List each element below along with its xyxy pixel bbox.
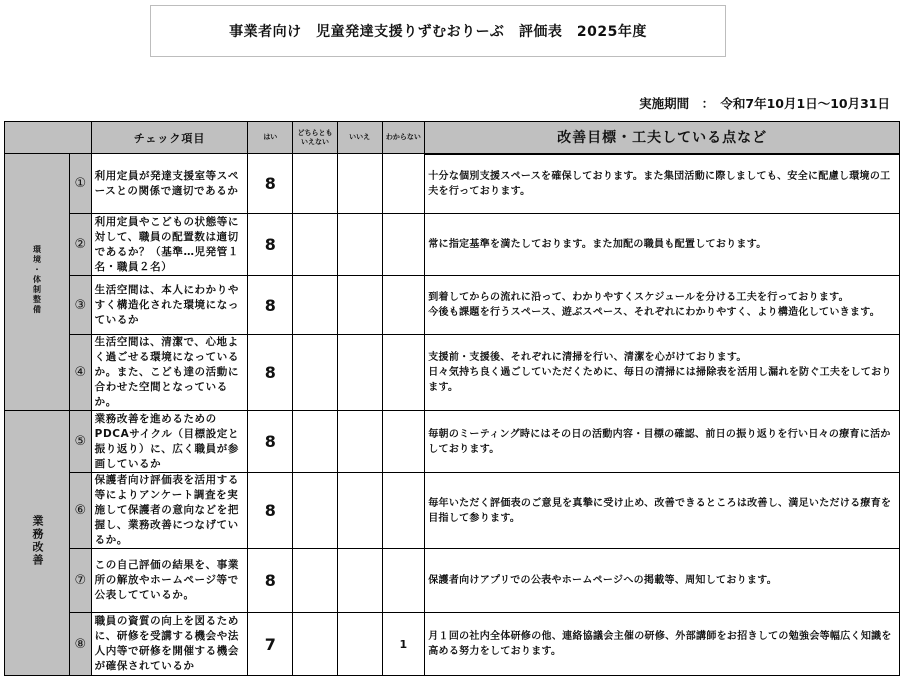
no-count: [337, 214, 382, 276]
row-number: ④: [70, 335, 92, 411]
improvement-text: 保護者向けアプリでの公表やホームページへの掲載等、周知しております。: [425, 549, 900, 613]
unknown-count: [382, 154, 425, 214]
improvement-text: 毎朝のミーティング時にはその日の活動内容・目標の確認、前日の振り返りを行い日々の療育に活かしております。: [425, 411, 900, 473]
group-cell: [5, 411, 70, 676]
table-row: [5, 411, 900, 473]
no-count: [337, 276, 382, 335]
yes-count: 8: [248, 335, 293, 411]
page-title: 事業者向け 児童発達支援りずむおりーぶ 評価表 2025年度: [229, 24, 647, 40]
yes-count: 8: [248, 411, 293, 473]
table-row: [5, 276, 900, 335]
check-item-text: 業務改善を進めるためのPDCAサイクル（目標設定と振り返り）に、広く職員が参画しているか: [91, 411, 248, 473]
check-item-text: 利用定員やこどもの状態等に対して、職員の配置数は適切であるか？（基準…児発管１名・職員２名）: [91, 214, 248, 276]
table-row: [5, 473, 900, 549]
check-item-text: 生活空間は、清潔で、心地よく過ごせる環境になっているか。また、こども達の活動に合わせた空間となっているか。: [91, 335, 248, 411]
check-item-text: 利用定員が発達支援室等スペースとの関係で適切であるか: [91, 154, 248, 214]
unknown-count: [382, 411, 425, 473]
header-yes: はい: [248, 122, 293, 154]
header-check-item: チェック項目: [91, 122, 248, 154]
row-number: ⑥: [70, 473, 92, 549]
yes-count: 8: [248, 154, 293, 214]
no-count: [337, 549, 382, 613]
improvement-text: 常に指定基準を満たしております。また加配の職員も配置しております。: [425, 214, 900, 276]
no-count: [337, 613, 382, 676]
table-row: [5, 214, 900, 276]
unknown-count: [382, 335, 425, 411]
check-item-text: 職員の資質の向上を図るために、研修を受講する機会や法人内等で研修を開催する機会が確保されているか: [91, 613, 248, 676]
check-item-text: この自己評価の結果を、事業所の解放やホームページ等で公表してているか。: [91, 549, 248, 613]
yes-count: 8: [248, 549, 293, 613]
neither-count: [293, 411, 338, 473]
row-number: ⑤: [70, 411, 92, 473]
yes-count: 7: [248, 613, 293, 676]
neither-count: [293, 473, 338, 549]
row-number: ③: [70, 276, 92, 335]
table-row: [5, 613, 900, 676]
unknown-count: [382, 276, 425, 335]
header-blank: [5, 122, 92, 154]
row-number: ①: [70, 154, 92, 214]
group-cell: [5, 154, 70, 411]
no-count: [337, 154, 382, 214]
no-count: [337, 473, 382, 549]
row-number: ⑦: [70, 549, 92, 613]
improvement-text: 月１回の社内全体研修の他、連絡協議会主催の研修、外部講師をお招きしての勉強会等幅広く知識を高める努力をしております。: [425, 613, 900, 676]
neither-count: [293, 549, 338, 613]
row-number: ②: [70, 214, 92, 276]
improvement-text: 到着してからの流れに沿って、わかりやすくスケジュールを分ける工夫を行っております。 今後も課題を行うスペース、遊ぶスペース、それぞれにわかりやすく、より構造化していきます。: [425, 276, 900, 335]
header-unknown: わからない: [382, 122, 425, 154]
table-row: [5, 549, 900, 613]
unknown-count: [382, 549, 425, 613]
yes-count: 8: [248, 276, 293, 335]
neither-count: [293, 154, 338, 214]
yes-count: 8: [248, 214, 293, 276]
neither-count: [293, 335, 338, 411]
unknown-count: 1: [382, 613, 425, 676]
table-row: [5, 154, 900, 214]
header-neither-label: どちらとも いえない: [297, 128, 333, 146]
evaluation-table: [4, 121, 900, 676]
period-label: 実施期間 ： 令和7年10月1日～10月31日: [639, 96, 890, 111]
header-neither: [293, 122, 338, 154]
row-number: ⑧: [70, 613, 92, 676]
header-no: いいえ: [337, 122, 382, 154]
table-row: [5, 335, 900, 411]
improvement-text: 毎年いただく評価表のご意見を真摯に受け止め、改善できるところは改善し、満足いただける療育を目指して参ります。: [425, 473, 900, 549]
neither-count: [293, 613, 338, 676]
unknown-count: [382, 473, 425, 549]
unknown-count: [382, 214, 425, 276]
neither-count: [293, 276, 338, 335]
check-item-text: 保護者向け評価表を活用する等によりアンケート調査を実施して保護者の意向などを把握し、業務改善につなげているか。: [91, 473, 248, 549]
yes-count: 8: [248, 473, 293, 549]
header-improvement: 改善目標・工夫している点など: [425, 122, 900, 154]
header-row: [5, 122, 900, 154]
no-count: [337, 335, 382, 411]
improvement-text: 支援前・支援後、それぞれに清掃を行い、清潔を心がけております。 日々気持ち良く過ごしていただくために、毎日の清掃には掃除表を活用し漏れを防ぐ工夫をしております。: [425, 335, 900, 411]
no-count: [337, 411, 382, 473]
neither-count: [293, 214, 338, 276]
group-label: 業務改善: [31, 515, 44, 567]
title-box: [150, 5, 726, 57]
improvement-text: 十分な個別支援スペースを確保しております。また集団活動に際しましても、安全に配慮し環境の工夫を行っております。: [425, 154, 900, 214]
group-label: 環境・体制整備: [32, 245, 42, 315]
check-item-text: 生活空間は、本人にわかりやすく構造化された環境になっているか: [91, 276, 248, 335]
